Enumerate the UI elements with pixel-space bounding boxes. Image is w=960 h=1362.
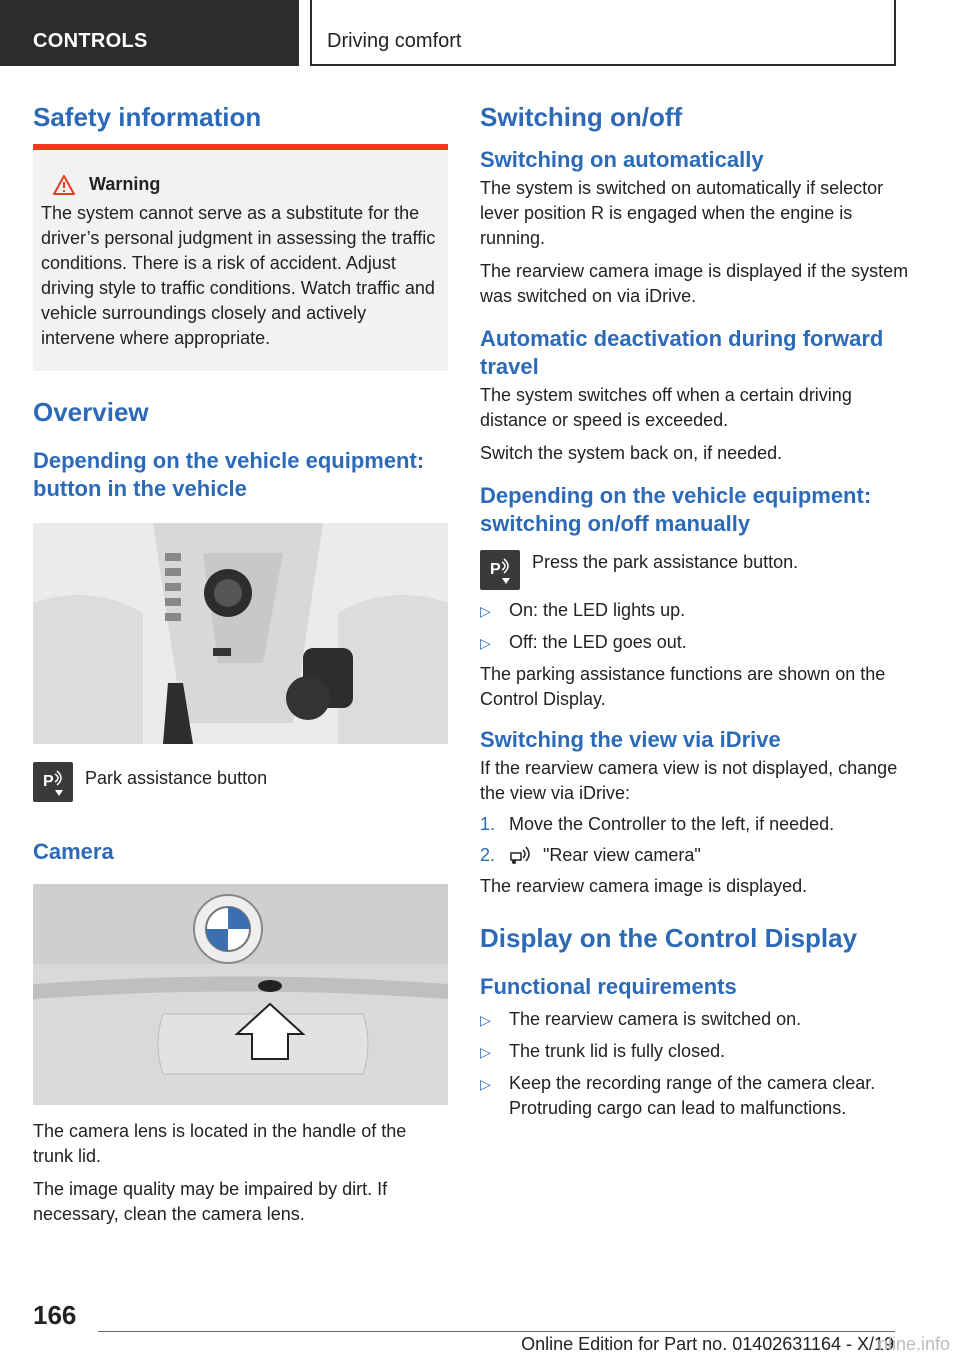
view-steps [480, 812, 910, 868]
chapter-tab [310, 0, 896, 66]
auto-text-1: The system is switched on automatically if selector lever position R is engaged when the engine is running. [480, 178, 884, 248]
camera-location-text: The camera lens is located in the handle of the trunk lid. [33, 1121, 407, 1166]
warning-title [53, 174, 440, 195]
edition-text: Online Edition for Part no. 01402631164 - X/19 [521, 1334, 894, 1354]
bullet-arrow-icon: ▷ [480, 635, 491, 651]
camera-heading: Camera [33, 839, 114, 864]
warning-triangle-icon [53, 175, 75, 195]
bullet-arrow-icon: ▷ [480, 1044, 491, 1060]
deactivation-text-2: Switch the system back on, if needed. [480, 443, 783, 463]
bullet-arrow-icon: ▷ [480, 1012, 491, 1028]
deactivation-heading: Automatic deactivation during forward travel [480, 326, 884, 379]
display-heading: Display on the Control Display [480, 923, 858, 953]
page-number: 166 [33, 1300, 77, 1330]
requirements-heading: Functional requirements [480, 974, 737, 999]
svg-text:P: P [43, 773, 54, 790]
console-photo [33, 523, 448, 744]
manual-press-text: Press the park assistance button. [532, 552, 799, 572]
deactivation-text-1: The system switches off when a certain driving distance or speed is exceeded. [480, 385, 852, 430]
warning-text: The system cannot serve as a substitute for the driver’s personal judgment in assessing the traffic conditions. There is a risk of accident. Adjust driving style to traffic conditions. Watch traffic and vehicle surroundings closely and actively intervene where appropriate. [41, 203, 436, 348]
list-item: ▷ Keep the recording range of the camera clear. Protruding cargo can lead to malfunctions. [480, 1071, 910, 1121]
view-heading: Switching the view via iDrive [480, 727, 781, 752]
list-item: ▷ On: the LED lights up. [480, 598, 910, 624]
warning-box [33, 150, 448, 371]
park-assist-icon [480, 550, 520, 590]
left-column [33, 100, 448, 1227]
manual-press-row [480, 550, 910, 590]
switching-heading: Switching on/off [480, 102, 683, 132]
view-text: If the rearview camera view is not displayed, change the view via iDrive: [480, 758, 898, 803]
page-header [0, 0, 960, 66]
rear-camera-icon [509, 845, 535, 865]
svg-text:P: P [490, 561, 501, 578]
view-after-text: The rearview camera image is displayed. [480, 876, 808, 896]
footer-divider [98, 1331, 895, 1332]
manual-heading: Depending on the vehicle equipment: switching on/off manually [480, 483, 872, 536]
list-item: ▷ Off: the LED goes out. [480, 630, 910, 656]
safety-heading: Safety information [33, 102, 262, 132]
park-button-label: Park assistance button [85, 768, 268, 788]
park-button-caption [33, 762, 448, 802]
list-item: ▷ The trunk lid is fully closed. [480, 1039, 910, 1065]
auto-heading: Switching on automatically [480, 147, 764, 172]
camera-quality-text: The image quality may be impaired by dirt. If necessary, clean the camera lens. [33, 1179, 388, 1224]
auto-text-2: The rearview camera image is displayed if the system was switched on via iDrive. [480, 261, 909, 306]
manual-list [480, 598, 910, 656]
warning-label: Warning [89, 174, 161, 194]
right-column [480, 100, 910, 1121]
center-console-illustration [33, 523, 448, 744]
chapter-label: Driving comfort [327, 30, 462, 52]
watermark: nline.info [877, 1334, 950, 1354]
list-item: 1. Move the Controller to the left, if needed. [480, 814, 835, 834]
overview-heading: Overview [33, 397, 149, 427]
section-label: CONTROLS [33, 30, 148, 52]
list-item: 2. "Rear view camera" [480, 845, 701, 865]
manual-after-text: The parking assistance functions are shown on the Control Display. [480, 664, 886, 709]
list-item: ▷ The rearview camera is switched on. [480, 1007, 910, 1033]
button-heading: Depending on the vehicle equipment: button in the vehicle [33, 448, 425, 501]
requirements-list [480, 1007, 910, 1121]
camera-photo [33, 884, 448, 1105]
bullet-arrow-icon: ▷ [480, 1076, 491, 1092]
trunk-camera-illustration [33, 884, 448, 1105]
park-assist-icon [33, 762, 73, 802]
section-tab [0, 0, 299, 66]
bullet-arrow-icon: ▷ [480, 603, 491, 619]
